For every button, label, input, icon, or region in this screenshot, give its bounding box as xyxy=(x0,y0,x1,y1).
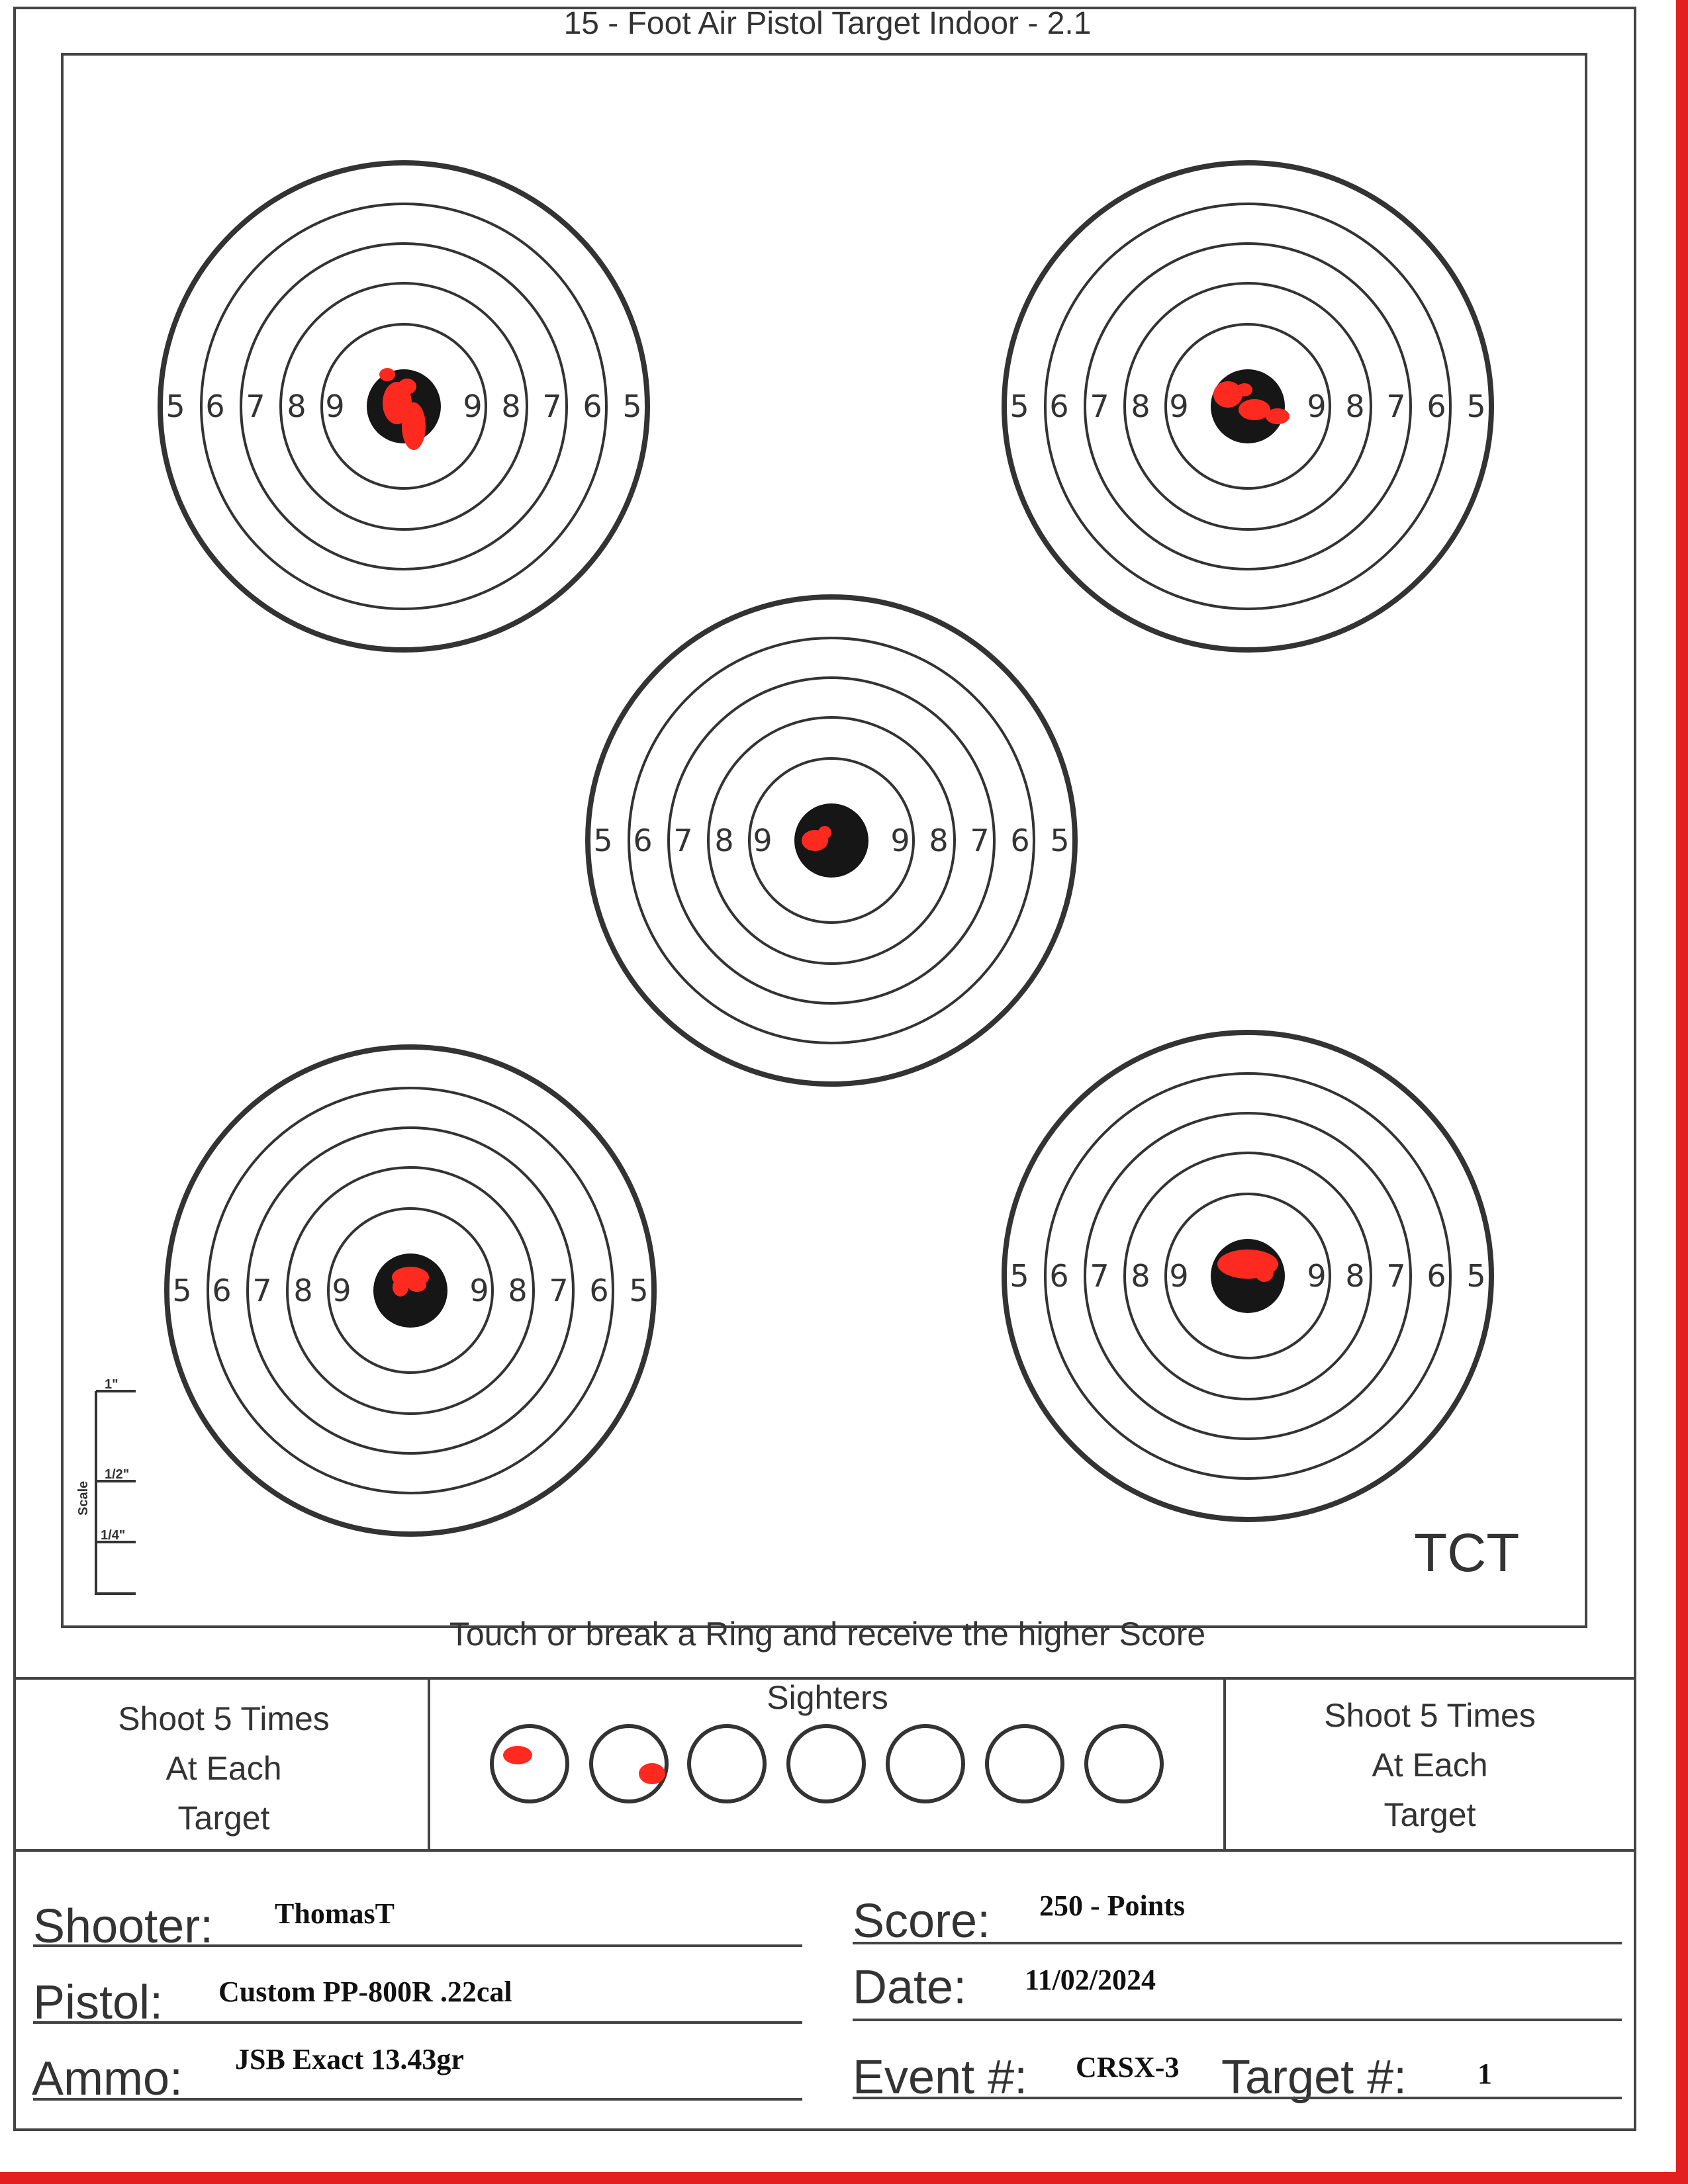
pistol-label: Pistol: xyxy=(33,1976,164,2029)
target-top-right-ring-number: 8 xyxy=(1345,388,1365,424)
target-top-right-impact xyxy=(1237,383,1252,396)
target-top-right-impact xyxy=(1213,381,1243,408)
target-bottom-right-ring-number: 8 xyxy=(1131,1258,1150,1294)
ammo-label: Ammo: xyxy=(32,2052,183,2105)
scale-label: Scale xyxy=(76,1480,91,1516)
target-top-right-ring-number: 8 xyxy=(1131,388,1150,424)
sighter-circle xyxy=(788,1726,864,1801)
target-center-ring-number: 5 xyxy=(593,823,613,858)
target-center-ring-number: 8 xyxy=(929,823,949,858)
target-top-left-ring-number: 7 xyxy=(542,388,562,424)
target-top-left-impact xyxy=(402,402,426,450)
sighter-impact xyxy=(639,1763,665,1784)
brand-logo: TCT xyxy=(1414,1523,1520,1583)
divider-panel xyxy=(13,1849,1636,1852)
shooter-label: Shooter: xyxy=(33,1900,214,1953)
target-bottom-right-ring-number: 8 xyxy=(1345,1258,1365,1294)
target-bottom-right-ring-number: 6 xyxy=(1049,1258,1069,1294)
target-top-left-ring-number: 5 xyxy=(622,388,642,424)
target-top-left-ring-number: 9 xyxy=(463,388,483,424)
event-label: Event #: xyxy=(853,2051,1028,2104)
instructions-right xyxy=(1226,1691,1634,1840)
target-bottom-left-ring-number: 9 xyxy=(469,1273,489,1308)
target-top-right-ring-number: 5 xyxy=(1466,388,1486,424)
sighter-circle xyxy=(1086,1726,1162,1801)
instructions-right-line: Shoot 5 Times xyxy=(1324,1697,1536,1734)
target-top-left-ring-number: 8 xyxy=(501,388,521,424)
target-bottom-right-ring-number: 7 xyxy=(1090,1258,1109,1294)
target-center-ring-number: 9 xyxy=(890,823,910,858)
sighter-circle xyxy=(888,1726,963,1801)
target-bottom-left-ring-number: 6 xyxy=(212,1273,232,1308)
page-title: 15 - Foot Air Pistol Target Indoor - 2.1 xyxy=(563,6,1092,41)
sighter-circle xyxy=(492,1726,567,1801)
instructions-left xyxy=(20,1694,428,1843)
target-top-right-impact xyxy=(1239,399,1270,420)
score-label: Score: xyxy=(853,1895,991,1948)
score-line xyxy=(853,1942,1622,1944)
scale-mark: 1/4" xyxy=(101,1528,126,1543)
event-value[interactable]: CRSX-3 xyxy=(1076,2051,1180,2083)
instructions-right-line: Target xyxy=(1383,1796,1476,1833)
target-top-left-ring-number: 6 xyxy=(205,388,225,424)
target-bottom-right-ring-number: 5 xyxy=(1466,1258,1486,1294)
target-bottom-right-ring-number: 6 xyxy=(1427,1258,1446,1294)
instructions-right-line: At Each xyxy=(1372,1747,1488,1784)
target-bottom-left-ring-number: 6 xyxy=(589,1273,609,1308)
target-top-left-ring-number: 6 xyxy=(583,388,602,424)
score-value[interactable]: 250 - Points xyxy=(1039,1889,1185,1922)
scoring-rule: Touch or break a Ring and receive the higher Score xyxy=(449,1615,1206,1653)
target-top-right-ring-number: 6 xyxy=(1427,388,1446,424)
target-number-value[interactable]: 1 xyxy=(1477,2058,1492,2090)
target-bottom-right-ring-number: 9 xyxy=(1307,1258,1327,1294)
target-top-right-impact xyxy=(1266,408,1289,424)
instructions-left-line: At Each xyxy=(165,1750,282,1787)
target-top-right-ring-number: 9 xyxy=(1307,388,1327,424)
target-center-impact xyxy=(818,826,831,839)
target-top-right-ring-number: 6 xyxy=(1049,388,1069,424)
target-top-right-ring-number: 9 xyxy=(1169,388,1189,424)
shooter-value[interactable]: ThomasT xyxy=(275,1897,395,1930)
target-bottom-left-ring-number: 8 xyxy=(508,1273,528,1308)
date-value[interactable]: 11/02/2024 xyxy=(1025,1964,1156,1996)
sighter-circle xyxy=(689,1726,765,1801)
target-top-left-ring-number: 9 xyxy=(325,388,345,424)
target-bottom-left-impact xyxy=(393,1278,408,1297)
divider-left xyxy=(428,1678,430,1849)
instructions-left-line: Target xyxy=(177,1799,270,1837)
target-center-ring-number: 7 xyxy=(673,823,693,858)
sighter-impact xyxy=(503,1746,532,1764)
target-center-ring-number: 7 xyxy=(970,823,990,858)
target-top-left-ring-number: 7 xyxy=(246,388,265,424)
scale-mark: 1/2" xyxy=(105,1467,130,1482)
sighters-label: Sighters xyxy=(767,1679,888,1716)
target-top-left-impact xyxy=(398,379,416,394)
target-bottom-left-ring-number: 7 xyxy=(252,1273,272,1308)
target-bottom-right-ring-number: 7 xyxy=(1386,1258,1406,1294)
instructions-left-line: Shoot 5 Times xyxy=(118,1700,330,1737)
target-bottom-left-impact xyxy=(408,1279,426,1292)
target-top-left-impact xyxy=(379,368,395,381)
scale-mark: 1" xyxy=(105,1377,118,1392)
ammo-line xyxy=(33,2098,802,2101)
target-bottom-left-ring-number: 7 xyxy=(549,1273,569,1308)
pistol-line xyxy=(33,2021,802,2024)
target-center-ring-number: 5 xyxy=(1050,823,1070,858)
pistol-value[interactable]: Custom PP-800R .22cal xyxy=(218,1976,512,2008)
target-top-right-ring-number: 7 xyxy=(1386,388,1406,424)
date-label: Date: xyxy=(853,1961,967,2014)
target-center-ring-number: 8 xyxy=(714,823,734,858)
target-bottom-left-ring-number: 8 xyxy=(293,1273,313,1308)
ammo-value[interactable]: JSB Exact 13.43gr xyxy=(235,2043,464,2075)
sighter-circle xyxy=(987,1726,1062,1801)
shooter-line xyxy=(33,1944,802,1947)
target-bottom-left-bullseye xyxy=(373,1253,447,1328)
target-top-right-ring-number: 7 xyxy=(1090,388,1109,424)
target-center-ring-number: 9 xyxy=(753,823,773,858)
event-line xyxy=(853,2097,1622,2099)
target-bottom-left-ring-number: 5 xyxy=(172,1273,192,1308)
date-line xyxy=(853,2019,1622,2021)
target-bottom-left-ring-number: 9 xyxy=(332,1273,352,1308)
target-bottom-right-ring-number: 5 xyxy=(1009,1258,1029,1294)
target-top-left-ring-number: 5 xyxy=(165,388,185,424)
target-center-ring-number: 6 xyxy=(633,823,653,858)
target-center-ring-number: 6 xyxy=(1010,823,1030,858)
target-top-left-ring-number: 8 xyxy=(287,388,306,424)
target-bottom-right-impact xyxy=(1255,1263,1274,1282)
target-number-label: Target #: xyxy=(1221,2051,1407,2104)
target-bottom-left-ring-number: 5 xyxy=(629,1273,649,1308)
target-top-right-ring-number: 5 xyxy=(1009,388,1029,424)
target-bottom-right-ring-number: 9 xyxy=(1169,1258,1189,1294)
